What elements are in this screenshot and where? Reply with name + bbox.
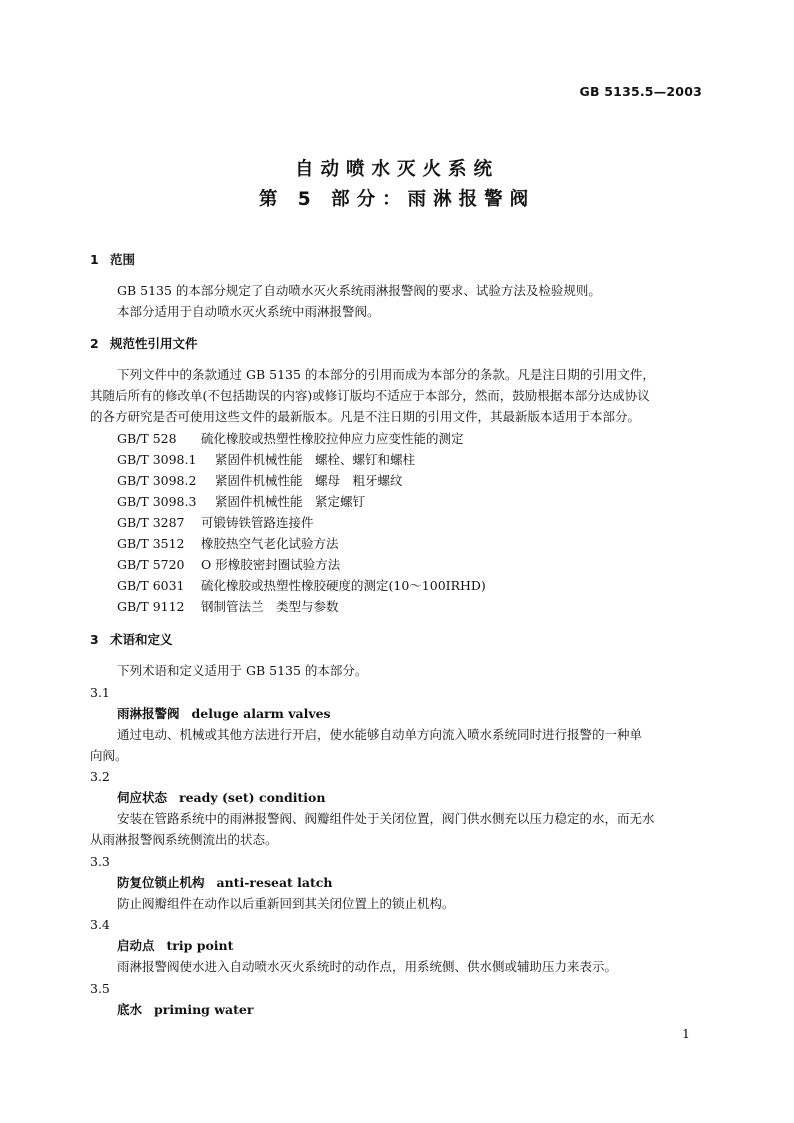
- reference-title: 钢制管法兰 类型与参数: [201, 599, 339, 614]
- section-number: 2: [90, 336, 99, 351]
- reference-title: 硫化橡胶或热塑性橡胶拉伸应力应变性能的测定: [201, 431, 464, 446]
- term-heading: [117, 938, 233, 954]
- section-title: 术语和定义: [110, 632, 173, 647]
- term-en: trip point: [166, 938, 234, 953]
- section-title: 范围: [110, 252, 136, 267]
- reference-code: GB/T 3098.1: [117, 452, 197, 467]
- term-number: 3.1: [90, 685, 110, 700]
- term-en: ready (set) condition: [179, 790, 326, 805]
- page-number: 1: [682, 1026, 690, 1041]
- term-heading: [117, 790, 325, 806]
- reference-title: 紧固件机械性能 紧定螺钉: [215, 494, 366, 509]
- reference-item: [117, 494, 365, 510]
- reference-code: GB/T 3287: [117, 515, 185, 530]
- term-zh: 启动点: [117, 938, 155, 953]
- term-definition: 向阀。: [90, 748, 128, 763]
- term-definition: 从雨淋报警阀系统侧流出的状态。: [90, 832, 278, 847]
- term-heading: [117, 706, 331, 722]
- section-number: 1: [90, 252, 99, 267]
- reference-item: [117, 599, 339, 615]
- section-heading-3: [90, 632, 173, 648]
- term-definition: 通过电动、机械或其他方法进行开启，使水能够自动单方向流入喷水系统同时进行报警的一种单: [117, 727, 643, 742]
- section-heading-2: [90, 336, 198, 352]
- term-zh: 底水: [117, 1002, 143, 1017]
- reference-title: 可锻铸铁管路连接件: [201, 515, 314, 530]
- reference-item: [117, 557, 340, 573]
- standard-code: GB 5135.5—2003: [579, 84, 702, 99]
- reference-code: GB/T 6031: [117, 578, 185, 593]
- reference-code: GB/T 3098.2: [117, 473, 197, 488]
- reference-item: [117, 473, 403, 489]
- reference-code: GB/T 3098.3: [117, 494, 197, 509]
- reference-item: [117, 536, 339, 552]
- reference-title: 橡胶热空气老化试验方法: [201, 536, 339, 551]
- term-definition: 防止阀瓣组件在动作以后重新回到其关闭位置上的锁止机构。: [117, 896, 455, 911]
- term-en: deluge alarm valves: [191, 706, 331, 721]
- reference-item: [117, 431, 464, 447]
- section-heading-1: [90, 252, 135, 268]
- paragraph: 下列术语和定义适用于 GB 5135 的本部分。: [117, 663, 368, 678]
- document-subtitle: 第 5 部分：雨淋报警阀: [258, 189, 536, 210]
- term-number: 3.4: [90, 917, 110, 932]
- term-number: 3.3: [90, 854, 110, 869]
- section-number: 3: [90, 632, 99, 647]
- paragraph: 其随后所有的修改单(不包括勘误的内容)或修订版均不适应于本部分，然而，鼓励根据本部分达成协议: [90, 388, 650, 403]
- paragraph: 下列文件中的条款通过 GB 5135 的本部分的引用而成为本部分的条款。凡是注日期的引用文件，: [117, 367, 655, 382]
- reference-title: 紧固件机械性能 螺栓、螺钉和螺柱: [215, 452, 416, 467]
- reference-code: GB/T 528: [117, 431, 177, 446]
- term-number: 3.2: [90, 769, 110, 784]
- term-heading: [117, 1002, 253, 1018]
- term-definition: 安装在管路系统中的雨淋报警阀、阀瓣组件处于关闭位置，阀门供水侧充以压力稳定的水，而无水: [117, 811, 655, 826]
- reference-code: GB/T 5720: [117, 557, 185, 572]
- paragraph: 本部分适用于自动喷水灭火系统中雨淋报警阀。: [117, 304, 380, 319]
- term-heading: [117, 875, 333, 891]
- term-zh: 雨淋报警阀: [117, 706, 180, 721]
- reference-item: [117, 452, 415, 468]
- reference-title: O 形橡胶密封圈试验方法: [201, 557, 341, 572]
- term-en: anti-reseat latch: [216, 875, 333, 890]
- paragraph: GB 5135 的本部分规定了自动喷水灭火系统雨淋报警阀的要求、试验方法及检验规则。: [117, 283, 601, 298]
- term-en: priming water: [154, 1002, 254, 1017]
- reference-code: GB/T 3512: [117, 536, 185, 551]
- section-title: 规范性引用文件: [110, 336, 198, 351]
- document-title: 自动喷水灭火系统: [294, 159, 499, 180]
- term-number: 3.5: [90, 981, 110, 996]
- term-zh: 伺应状态: [117, 790, 168, 805]
- reference-title: 紧固件机械性能 螺母 粗牙螺纹: [215, 473, 403, 488]
- reference-code: GB/T 9112: [117, 599, 185, 614]
- reference-item: [117, 578, 486, 594]
- reference-title: 硫化橡胶或热塑性橡胶硬度的测定(10～100IRHD): [201, 578, 486, 593]
- reference-item: [117, 515, 314, 531]
- term-zh: 防复位锁止机构: [117, 875, 205, 890]
- paragraph: 的各方研究是否可使用这些文件的最新版本。凡是不注日期的引用文件，其最新版本适用于本部分。: [90, 409, 641, 424]
- term-definition: 雨淋报警阀使水进入自动喷水灭火系统时的动作点，用系统侧、供水侧或辅助压力来表示。: [117, 959, 618, 974]
